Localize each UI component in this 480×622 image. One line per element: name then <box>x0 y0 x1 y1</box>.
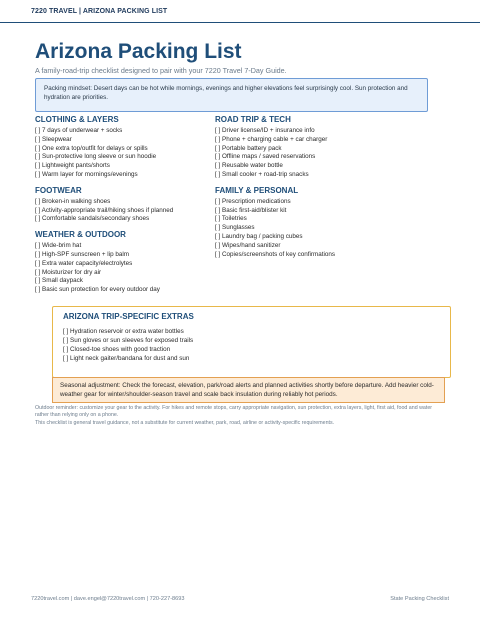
checklist-item: [ ] Warm layer for mornings/evenings <box>35 170 138 178</box>
checklist-item: [ ] 7 days of underwear + socks <box>35 127 123 134</box>
header-bar <box>0 0 480 23</box>
checklist-items <box>35 127 210 180</box>
checklist-item: [ ] Offline maps / saved reservations <box>215 153 316 161</box>
notes <box>35 405 447 428</box>
section-heading: FOOTWEAR <box>35 185 82 195</box>
checklist-item: [ ] Sun gloves or sun sleeves for exposed trails <box>63 337 194 344</box>
checklist-item: [ ] Extra water capacity/electrolytes <box>35 259 133 267</box>
checklist-items <box>215 198 410 260</box>
checklist-item: [ ] High-SPF sunscreen + lip balm <box>35 250 129 258</box>
checklist-item: [ ] Broken-in walking shoes <box>35 197 111 205</box>
checklist-item: [ ] Sleepwear <box>35 135 72 143</box>
footer-doc-title: State Packing Checklist <box>390 596 449 602</box>
section-heading: CLOTHING & LAYERS <box>35 115 119 124</box>
extras-heading: ARIZONA TRIP-SPECIFIC EXTRAS <box>63 312 194 321</box>
checklist-section <box>35 115 210 180</box>
section-heading: ROAD TRIP & TECH <box>215 115 291 124</box>
checklist-item: [ ] Toiletries <box>215 215 247 223</box>
checklist-item: [ ] Closed-toe shoes with good traction <box>63 346 171 353</box>
extras-list <box>63 327 440 363</box>
checklist-items <box>215 127 410 180</box>
checklist-item: [ ] Laundry bag / packing cubes <box>215 232 303 240</box>
header-label: 7220 TRAVEL | ARIZONA PACKING LIST <box>31 8 168 15</box>
checklist-item: [ ] Copies/screenshots of key confirmations <box>215 250 336 258</box>
checklist-item: [ ] Lightweight pants/shorts <box>35 162 110 170</box>
checklist-item: [ ] Hydration reservoir or extra water bottles <box>63 328 184 335</box>
checklist-item: [ ] Prescription medications <box>215 197 291 205</box>
note-line: This checklist is general travel guidance, not a substitute for current weather, park, road, airline or activity-specific requirements. <box>35 420 335 426</box>
checklist-item: [ ] Moisturizer for dry air <box>35 268 102 276</box>
checklist-item: [ ] Portable battery pack <box>215 144 282 152</box>
checklist-item: [ ] Wipes/hand sanitizer <box>215 241 281 249</box>
footer-contact: 7220travel.com | dave.engel@7220travel.com | 720-227-8693 <box>31 596 185 602</box>
checklist-item: [ ] Reusable water bottle <box>215 162 283 170</box>
checklist-item: [ ] Small daypack <box>35 277 83 285</box>
checklist-items <box>35 242 210 295</box>
checklist-item: [ ] Comfortable sandals/secondary shoes <box>35 215 150 223</box>
checklist-item: [ ] Basic first-aid/blister kit <box>215 206 287 214</box>
packing-mindset-callout: Packing mindset: Desert days can be hot while mornings, evenings and higher elevations feel surprisingly cool. Sun protection and hydration are priorities. <box>35 78 428 112</box>
left-column <box>35 115 210 301</box>
checklist-section <box>215 115 410 180</box>
checklist-item: [ ] Sunglasses <box>215 224 255 232</box>
checklist-item: [ ] Wide-brim hat <box>35 242 82 250</box>
checklist-item: [ ] Basic sun protection for every outdoor day <box>35 286 160 294</box>
checklist-item: [ ] Small cooler + road-trip snacks <box>215 170 309 178</box>
checklist-item: [ ] Light neck gaiter/bandana for dust and sun <box>63 355 190 362</box>
right-column <box>215 115 410 265</box>
checklist-item: [ ] Phone + charging cable + car charger <box>215 135 328 143</box>
checklist-item: [ ] Activity-appropriate trail/hiking shoes if planned <box>35 206 174 214</box>
checklist-section <box>215 186 410 260</box>
checklist-item: [ ] Sun-protective long sleeve or sun hoodie <box>35 153 157 161</box>
trip-extras-box <box>52 306 451 378</box>
checklist-section <box>35 230 210 295</box>
section-heading: FAMILY & PERSONAL <box>215 185 299 195</box>
note-line: Outdoor reminder: customize your gear to the activity. For hikes and remote stops, carry appropriate navigation, sun protection, extra layers, light, first aid, food and water rather than relying only on a phone. <box>35 405 433 418</box>
checklist-items <box>35 198 210 224</box>
section-heading: WEATHER & OUTDOOR <box>35 230 126 240</box>
checklist-item: [ ] Driver license/ID + insurance info <box>215 127 315 134</box>
seasonal-adjustment-note: Seasonal adjustment: Check the forecast, elevation, park/road alerts and planned activities shortly before departure. Add heavier cold-weather gear for winter/shoulder-season travel and scale back insulation during reliably hot periods. <box>52 377 445 403</box>
checklist-section <box>35 186 210 224</box>
page-subtitle: A family-road-trip checklist designed to pair with your 7220 Travel 7-Day Guide. <box>35 66 287 75</box>
page-title: Arizona Packing List <box>35 40 242 63</box>
checklist-item: [ ] One extra top/outfit for delays or spills <box>35 144 148 152</box>
